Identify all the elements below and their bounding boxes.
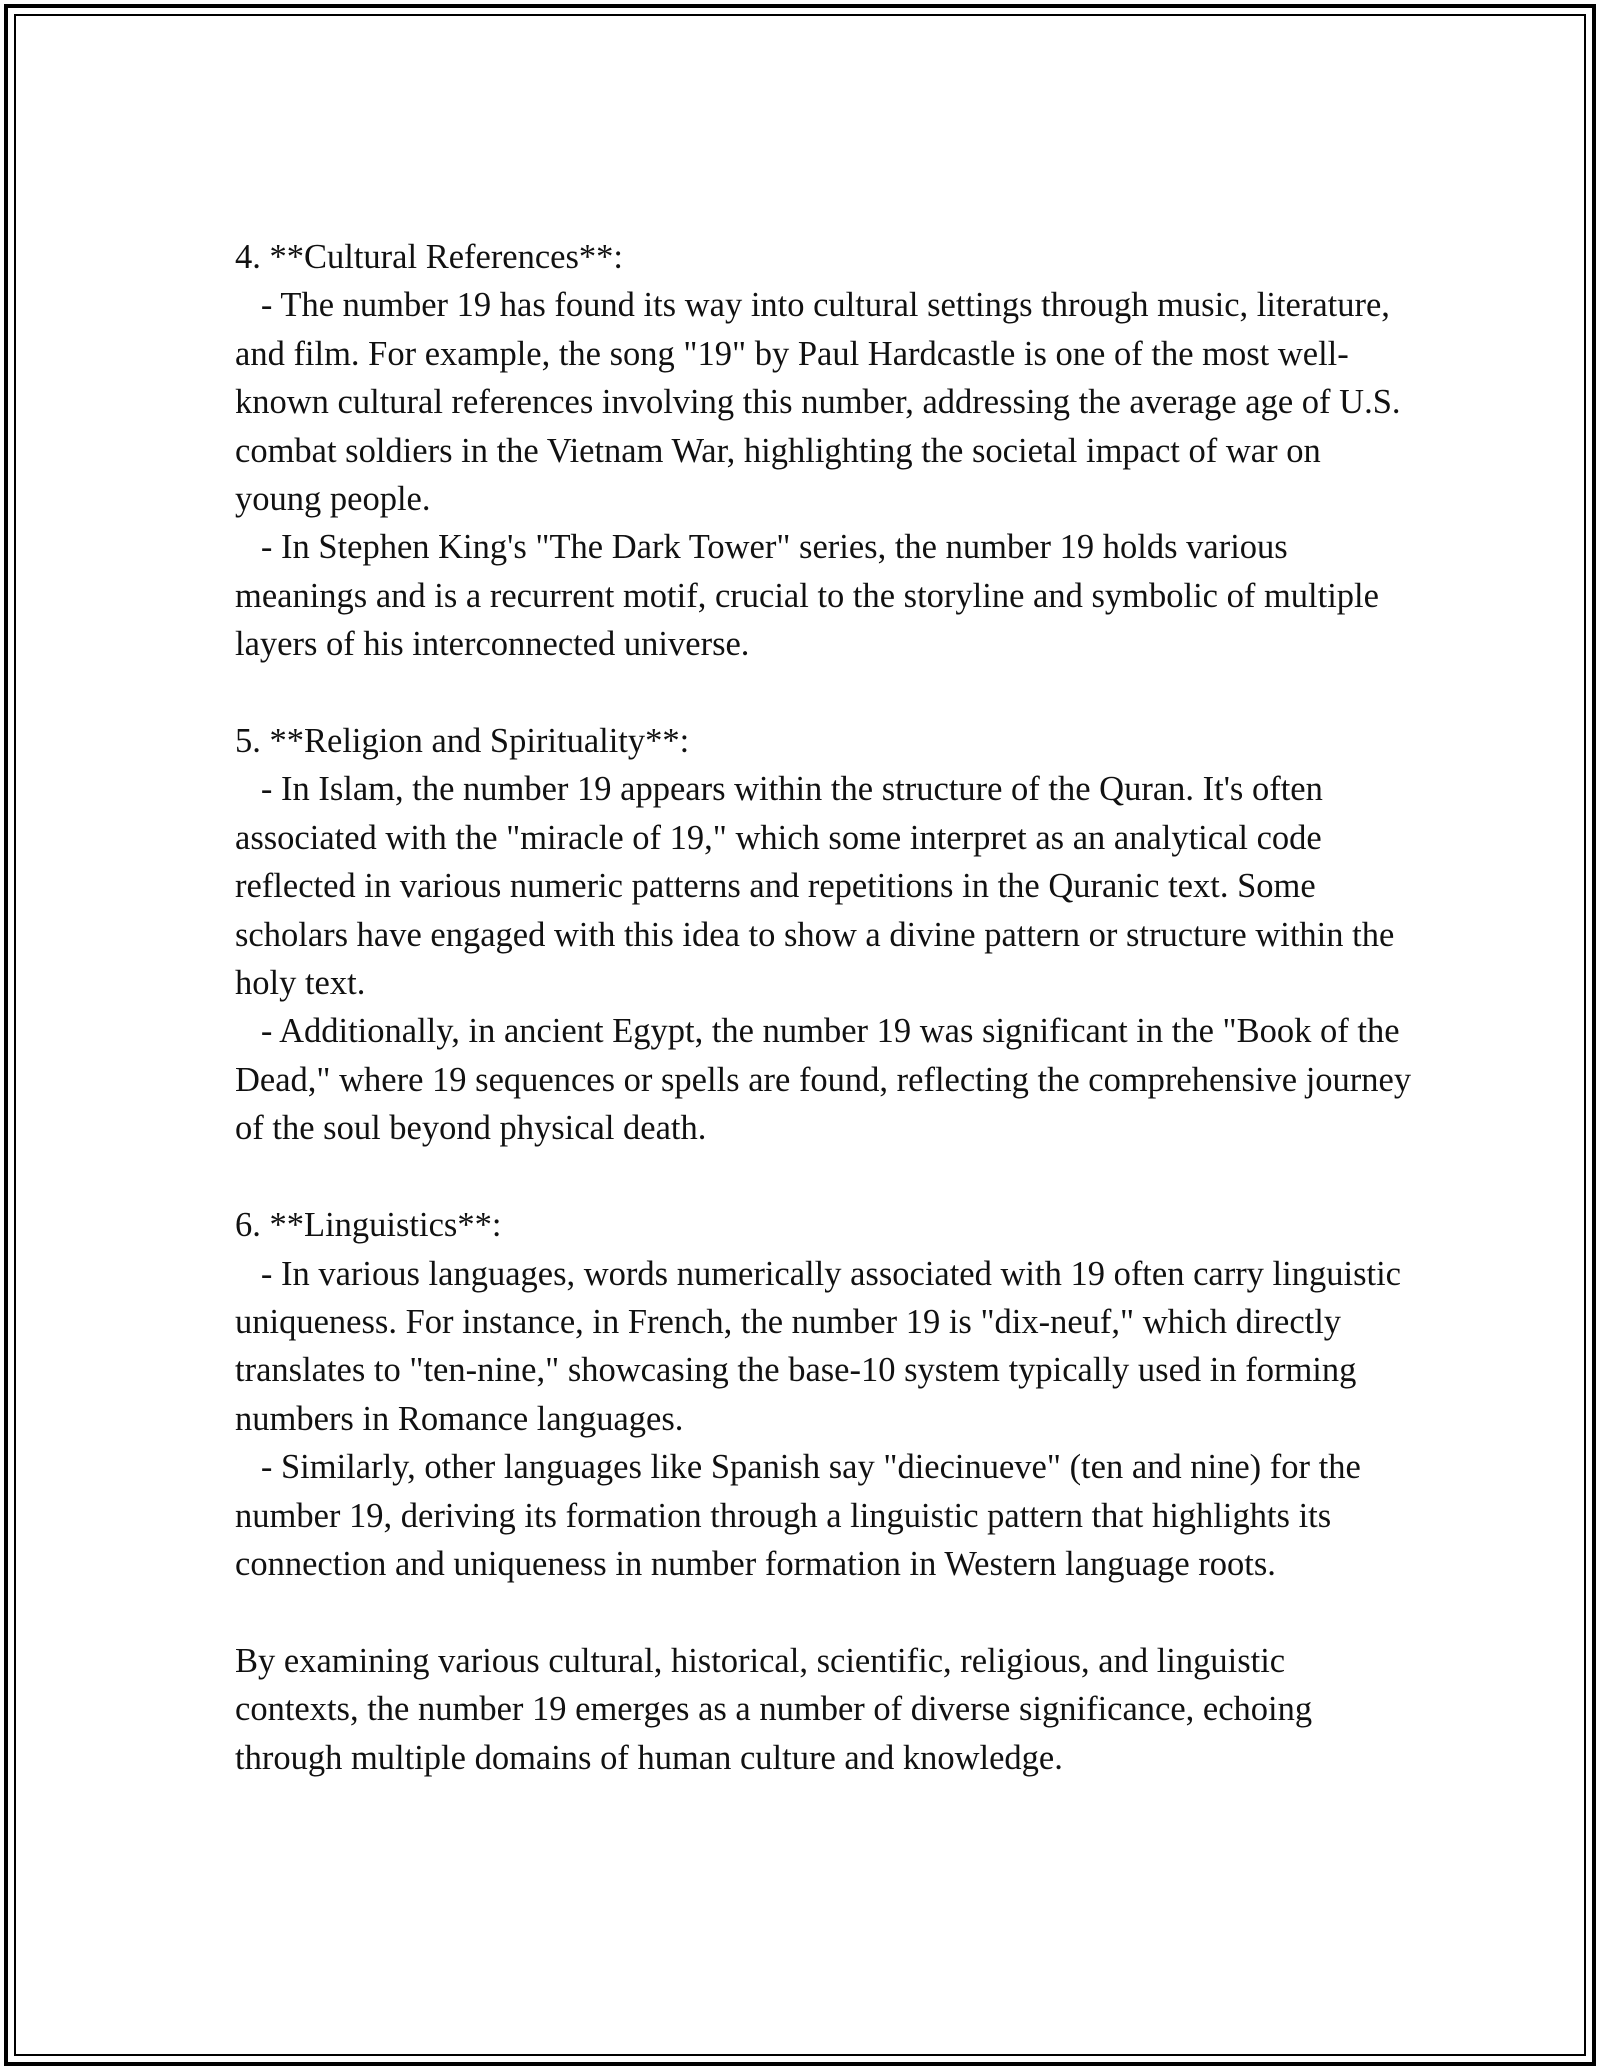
section-religion-spirituality [235,717,1420,1153]
section-linguistics [235,1201,1415,1588]
bullet-item: - In Stephen King's "The Dark Tower" series, the number 19 holds various meanings and is a recurrent motif, crucial to the storyline and symbolic of multiple layers of his interconnected universe. [235,528,1388,664]
bullet-item: - In Islam, the number 19 appears within the structure of the Quran. It's often associated with the "miracle of 19," which some interpret as an analytical code reflected in various numeric patterns and repetitions in the Quranic text. Some scholars have engaged with this idea to show a divine pattern or structure within the holy text. [235,770,1403,1003]
conclusion-paragraph: By examining various cultural, historical, scientific, religious, and linguistic contexts, the number 19 emerges as a number of diverse significance, echoing through multiple domains of human culture and knowledge. [235,1641,1321,1777]
bullet-item: - Additionally, in ancient Egypt, the number 19 was significant in the "Book of the Dead," where 19 sequences or spells are found, reflecting the comprehensive journey of the soul beyond physical death. [235,1012,1420,1148]
section-heading: 6. **Linguistics**: [235,1206,502,1245]
bullet-item: - Similarly, other languages like Spanish say "diecinueve" (ten and nine) for the number 19, deriving its formation through a linguistic pattern that highlights its connection and uniqueness in number formation in Western language roots. [235,1448,1370,1583]
section-cultural-references [235,233,1415,669]
section-heading: 4. **Cultural References**: [235,238,624,276]
document-body [235,233,1420,1782]
bullet-item: - In various languages, words numerically associated with 19 often carry linguistic uniqueness. For instance, in French, the number 19 is "dix-neuf," which directly translates to "ten-nine," showcasing the base-10 system typically used in forming numbers in Romance languages. [235,1254,1410,1438]
section-heading: 5. **Religion and Spirituality**: [235,722,690,761]
bullet-item: - The number 19 has found its way into cultural settings through music, literature, and film. For example, the song "19" by Paul Hardcastle is one of the most well-known cultural references involving this number, addressing the average age of U.S. combat soldiers in the Vietnam War, highlighting the societal impact of war on young people. [235,286,1410,519]
